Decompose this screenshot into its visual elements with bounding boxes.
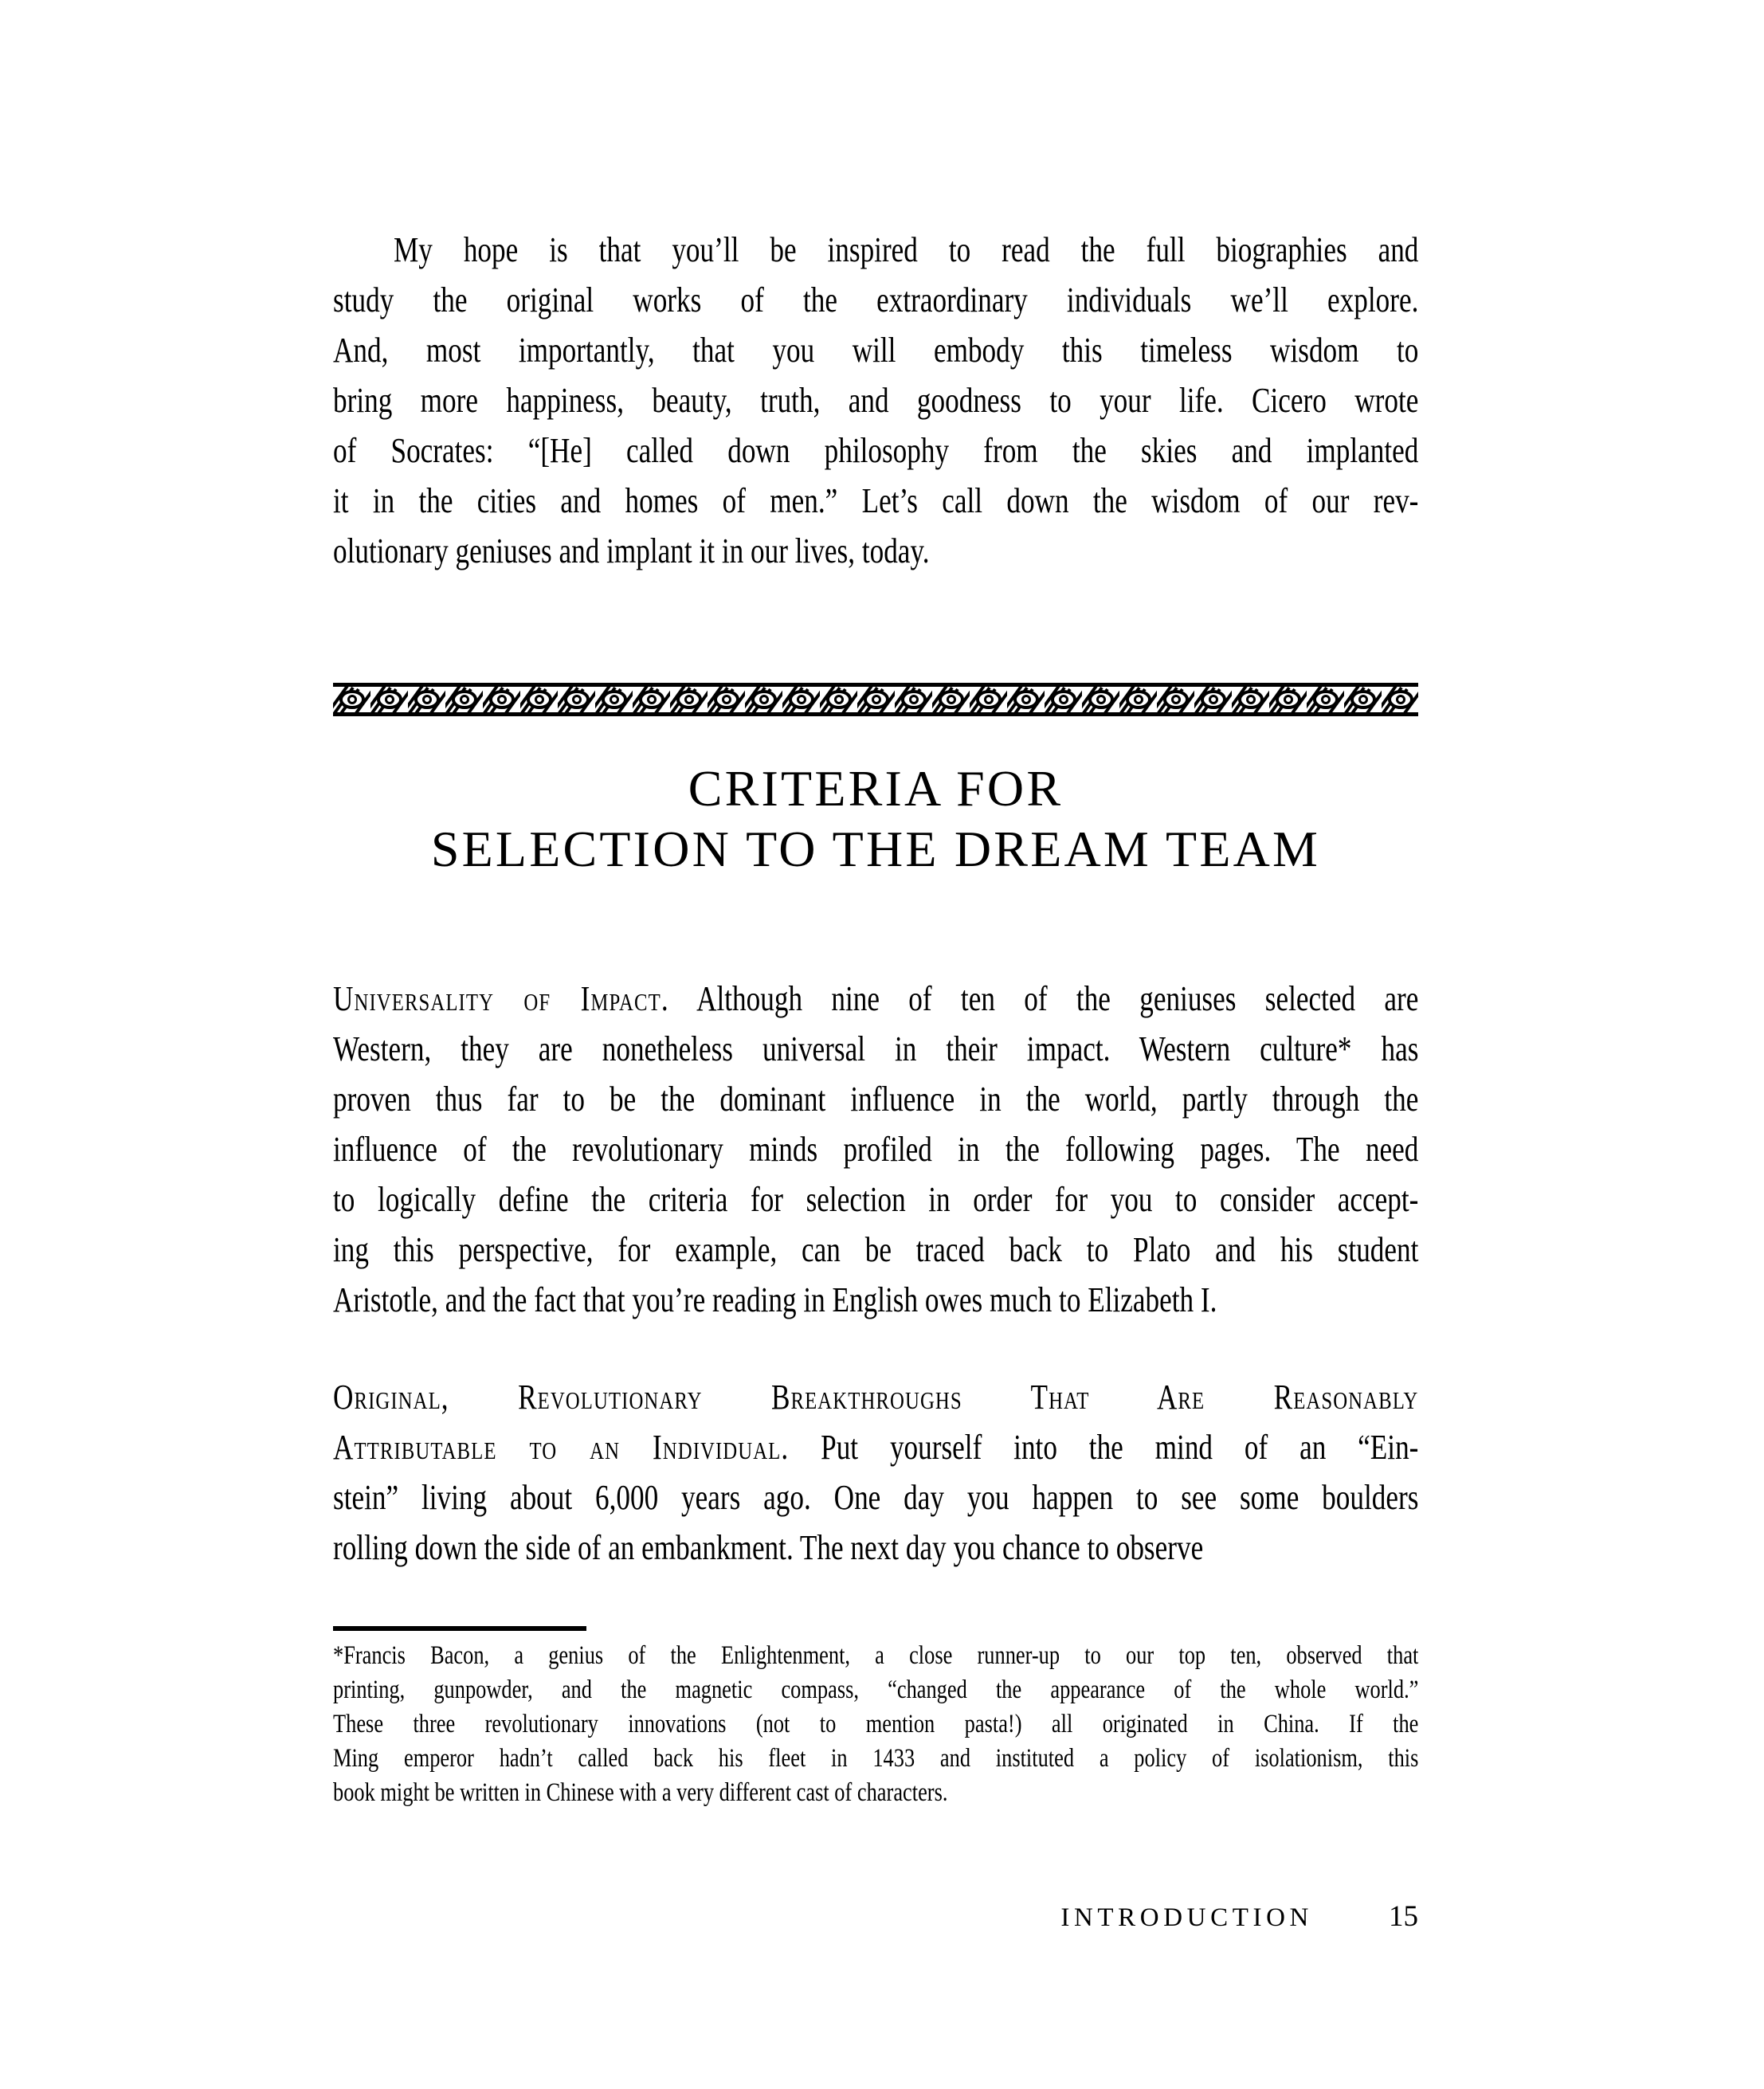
- text-line: And, most importantly, that you will embody this timeless wisdom to: [333, 331, 1419, 370]
- text-line: bring more happiness, beauty, truth, and goodness to your life. Cicero wrote: [333, 381, 1419, 420]
- text-line: My hope is that you’ll be inspired to read the full biographies and: [394, 230, 1419, 269]
- text-line: [333, 1372, 1418, 1422]
- text-line: *Francis Bacon, a genius of the Enlightenment, a close runner-up to our top ten, observed that: [333, 1641, 1419, 1670]
- section-heading-line-2: SELECTION TO THE DREAM TEAM: [430, 821, 1321, 877]
- small-caps-lead: Original, Revolutionary Breakthroughs That Are Reasonably: [333, 1378, 1419, 1417]
- text-line: Attributable to an Individual. Put yourself into the mind of an “Ein-: [333, 1428, 1419, 1467]
- text-line: influence of the revolutionary minds profiled in the following pages. The need: [333, 1130, 1419, 1169]
- text-line: to logically define the criteria for selection in order for you to consider accept-: [333, 1180, 1419, 1219]
- text-line: printing, gunpowder, and the magnetic compass, “changed the appearance of the whole world.”: [333, 1676, 1419, 1704]
- small-caps-lead: Universality of Impact.: [333, 979, 669, 1018]
- text-line: rolling down the side of an embankment. The next day you chance to observe: [333, 1528, 1204, 1567]
- footnote-rule: [333, 1626, 586, 1631]
- small-caps-lead: Attributable to an Individual.: [333, 1428, 790, 1467]
- text-line: proven thus far to be the dominant influence in the world, partly through the: [333, 1080, 1419, 1119]
- text-line: olutionary geniuses and implant it in our lives, today.: [333, 531, 930, 570]
- section-heading: [333, 758, 1418, 880]
- ornament-divider: [333, 683, 1418, 716]
- footer-section-label: INTRODUCTION: [1060, 1903, 1313, 1932]
- text-line: it in the cities and homes of men.” Let’s call down the wisdom of our rev-: [333, 481, 1419, 520]
- text-line: Western, they are nonetheless universal in their impact. Western culture* has: [333, 1029, 1419, 1068]
- page-number: 15: [1389, 1900, 1418, 1933]
- text-line: Ming emperor hadn’t called back his fleet in 1433 and instituted a policy of isolationism, this: [333, 1744, 1419, 1773]
- text-line: of Socrates: “[He] called down philosophy from the skies and implanted: [333, 431, 1419, 470]
- universality-paragraph: [333, 974, 1418, 1325]
- text-line: These three revolutionary innovations (not to mention pasta!) all originated in China. If the: [333, 1710, 1419, 1738]
- text-line: Universality of Impact. Although nine of ten of the geniuses selected are: [333, 979, 1419, 1018]
- text-line: book might be written in Chinese with a very different cast of characters.: [333, 1778, 948, 1807]
- page-footer: [333, 1899, 1418, 1934]
- footnote: [333, 1639, 1418, 1810]
- braided-wave-scroll-icon: [333, 683, 1418, 716]
- text-line: stein” living about 6,000 years ago. One day you happen to see some boulders: [333, 1478, 1419, 1517]
- text-line: Aristotle, and the fact that you’re reading in English owes much to Elizabeth I.: [333, 1280, 1217, 1319]
- text-line: ing this perspective, for example, can be traced back to Plato and his student: [333, 1230, 1419, 1269]
- text-line: study the original works of the extraordinary individuals we’ll explore.: [333, 280, 1419, 319]
- intro-paragraph: [333, 225, 1418, 576]
- original-breakthroughs-paragraph: [333, 1372, 1418, 1573]
- section-heading-line-1: CRITERIA FOR: [688, 760, 1064, 817]
